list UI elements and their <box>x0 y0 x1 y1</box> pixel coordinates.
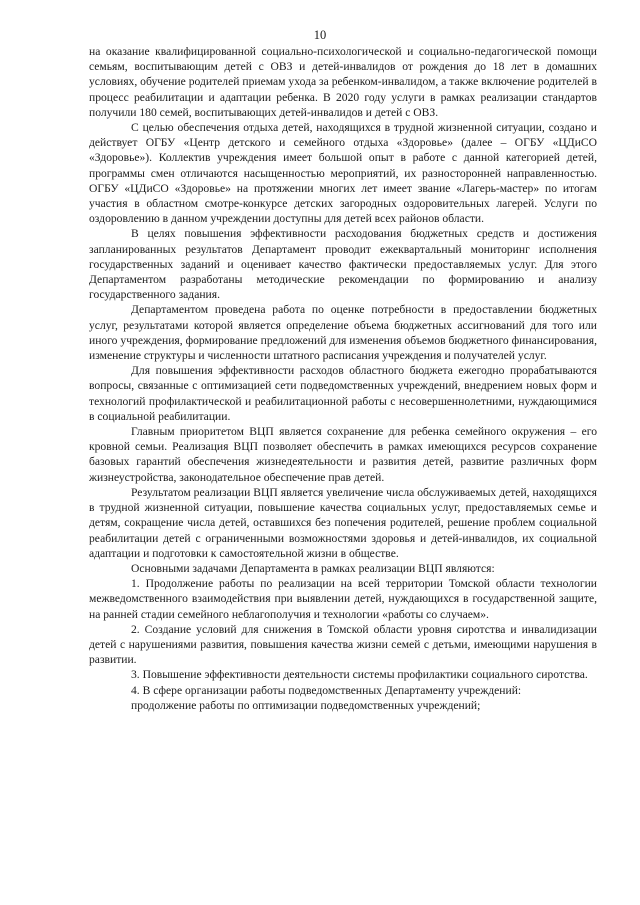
paragraph: 2. Создание условий для снижения в Томской области уровня сиротства и инвалидизации детей с нарушениями развития, повышения качества жизни семей с детьми, имеющими нарушения в развитии. <box>89 622 597 667</box>
paragraph: Главным приоритетом ВЦП является сохранение для ребенка семейного окружения – его кровной семьи. Реализация ВЦП позволяет обеспечить в рамках имеющихся ресурсов сохранение базовых гарантий обеспечения жизнедеятельности и развития детей, развитие различных форм жизнеустройства, законодательное обеспечение прав детей. <box>89 425 597 484</box>
page-number: 10 <box>313 28 327 42</box>
paragraph: 4. В сфере организации работы подведомственных Департаменту учреждений: <box>131 683 522 697</box>
paragraph: на оказание квалифицированной социально-психологической и социально-педагогической помощи семьям, воспитывающим детей с ОВЗ и детей-инвалидов от рождения до 18 лет в домашних условиях, обучение родителей приемам ухода за ребенком-инвалидом, а также включение родителей в процесс реабилитации и адаптации ребенка. В 2020 году услуги в рамках реализации стандартов получили 180 семей, воспитывающих детей-инвалидов и детей с ОВЗ. <box>89 45 597 119</box>
paragraph: 3. Повышение эффективности деятельности системы профилактики социального сиротства. <box>131 668 588 682</box>
paragraph: С целью обеспечения отдыха детей, находящихся в трудной жизненной ситуации, создано и действует ОГБУ «Центр детского и семейного отдыха «Здоровье» (далее – ОГБУ «ЦДиСО «Здоровье»). Коллектив учреждения имеет большой опыт в работе с данной категорией детей, программы смен отличаются насыщенностью мероприятий, их разносторонней направленностью. ОГБУ «ЦДиСО «Здоровье» на протяжении многих лет имеет звание «Лагерь-мастер» по итогам участия в областном смотре-конкурсе детских загородных оздоровительных лагерей. Услуги по оздоровлению в данном учреждении доступны для детей всех районов области. <box>89 121 597 226</box>
paragraph: продолжение работы по оптимизации подведомственных учреждений; <box>131 698 481 712</box>
paragraph: Результатом реализации ВЦП является увеличение числа обслуживаемых детей, находящихся в трудной жизненной ситуации, повышение качества социальных услуг, предоставляемых семье и детям, сокращение числа детей, оставшихся без попечения родителей, решение проблем социальной реабилитации детей с ограниченными возможностями здоровья и детей-инвалидов, их социальной адаптации и подготовки к самостоятельной жизни в обществе. <box>89 485 597 560</box>
paragraph: Основными задачами Департамента в рамках реализации ВЦП являются: <box>131 561 495 575</box>
paragraph: 1. Продолжение работы по реализации на всей территории Томской области технологии межведомственного взаимодействия при выявлении детей, нуждающихся в государственной защите, на ранней стадии семейного неблагополучия и технологии «работы со случаем». <box>89 577 597 621</box>
paragraph: Департаментом проведена работа по оценке потребности в предоставлении бюджетных услуг, результатами которой является определение объема бюджетных ассигнований для того или иного учреждения, формирование предложений для изменения объемов бюджетного финансирования, изменение структуры и численности штатного расписания учреждения и получателей услуг. <box>89 303 597 363</box>
paragraph: В целях повышения эффективности расходования бюджетных средств и достижения запланированных результатов Департамент проводит ежеквартальный мониторинг исполнения государственных заданий и оценивает качество фактически предоставляемых услуг. Для этого Департаментом разработаны методические рекомендации по формированию и анализу государственного задания. <box>89 227 597 302</box>
document-body <box>89 44 597 713</box>
paragraph: Для повышения эффективности расходов областного бюджета ежегодно прорабатываются вопросы, связанные с оптимизацией сети подведомственных учреждений, внедрением новых форм и технологий профилактической и реабилитационной работы с несовершеннолетними, нуждающимися в социальной реабилитации. <box>89 364 597 423</box>
